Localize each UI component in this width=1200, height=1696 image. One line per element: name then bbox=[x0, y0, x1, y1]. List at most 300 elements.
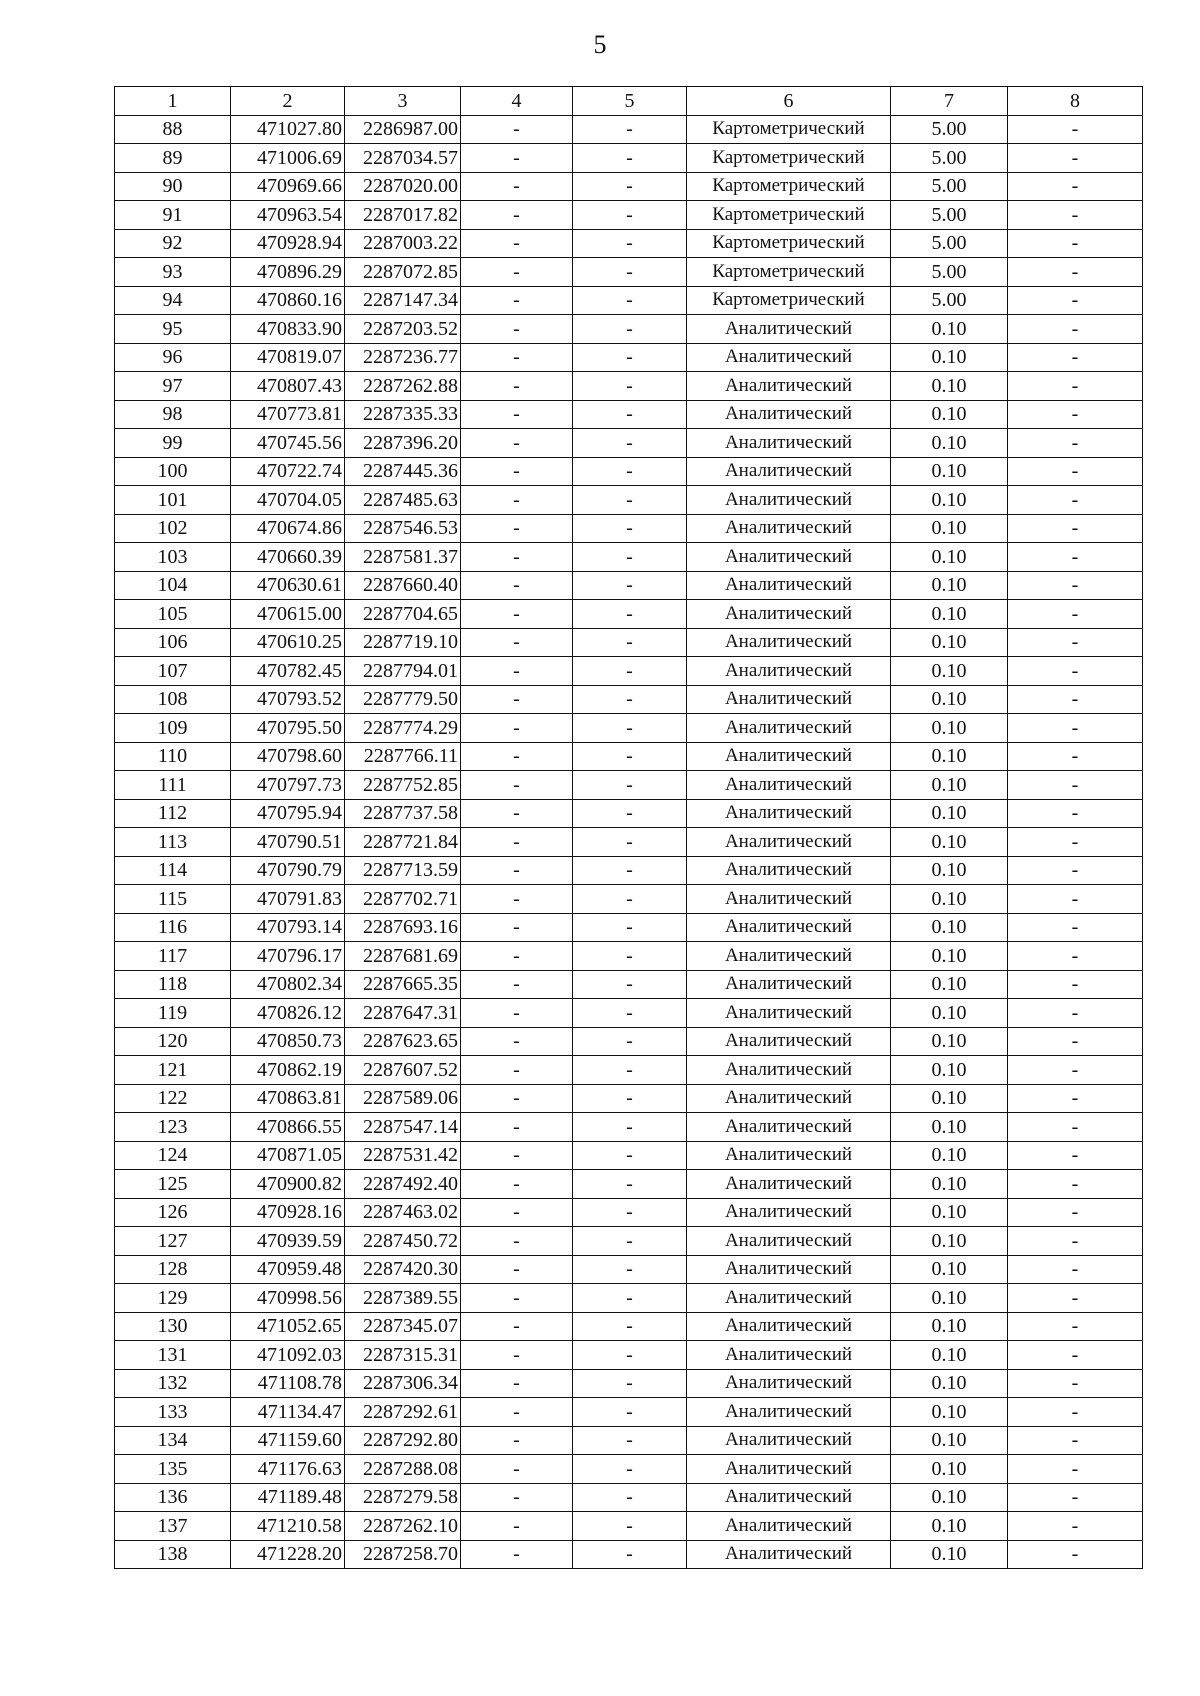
cell-y-coordinate: 2287681.69 bbox=[345, 942, 461, 971]
cell-method: Аналитический bbox=[687, 1341, 891, 1370]
table-row bbox=[115, 115, 1143, 144]
cell-col-8-value: - bbox=[1008, 1540, 1143, 1569]
cell-method: Аналитический bbox=[687, 1312, 891, 1341]
cell-method: Аналитический bbox=[687, 799, 891, 828]
cell-point-number: 94 bbox=[115, 286, 231, 315]
cell-col-8-value: - bbox=[1008, 1284, 1143, 1313]
cell-col-4-value: - bbox=[461, 1027, 573, 1056]
cell-col-8-value: - bbox=[1008, 229, 1143, 258]
table-row bbox=[115, 942, 1143, 971]
cell-point-number: 133 bbox=[115, 1398, 231, 1427]
cell-accuracy: 5.00 bbox=[891, 172, 1008, 201]
cell-x-coordinate: 470615.00 bbox=[231, 600, 345, 629]
cell-col-4-value: - bbox=[461, 229, 573, 258]
cell-col-8-value: - bbox=[1008, 315, 1143, 344]
cell-col-8-value: - bbox=[1008, 457, 1143, 486]
cell-col-5-value: - bbox=[573, 258, 687, 287]
cell-method: Аналитический bbox=[687, 600, 891, 629]
cell-accuracy: 0.10 bbox=[891, 1540, 1008, 1569]
cell-x-coordinate: 470969.66 bbox=[231, 172, 345, 201]
cell-x-coordinate: 471006.69 bbox=[231, 144, 345, 173]
cell-col-4-value: - bbox=[461, 286, 573, 315]
cell-y-coordinate: 2287003.22 bbox=[345, 229, 461, 258]
cell-method: Аналитический bbox=[687, 429, 891, 458]
cell-x-coordinate: 470796.17 bbox=[231, 942, 345, 971]
cell-y-coordinate: 2287034.57 bbox=[345, 144, 461, 173]
cell-point-number: 105 bbox=[115, 600, 231, 629]
cell-method: Аналитический bbox=[687, 571, 891, 600]
cell-col-4-value: - bbox=[461, 628, 573, 657]
cell-x-coordinate: 470610.25 bbox=[231, 628, 345, 657]
cell-col-5-value: - bbox=[573, 1198, 687, 1227]
cell-col-4-value: - bbox=[461, 1483, 573, 1512]
cell-accuracy: 5.00 bbox=[891, 144, 1008, 173]
cell-accuracy: 0.10 bbox=[891, 1113, 1008, 1142]
cell-accuracy: 0.10 bbox=[891, 942, 1008, 971]
cell-col-4-value: - bbox=[461, 343, 573, 372]
cell-y-coordinate: 2287072.85 bbox=[345, 258, 461, 287]
cell-x-coordinate: 470896.29 bbox=[231, 258, 345, 287]
cell-col-8-value: - bbox=[1008, 201, 1143, 230]
cell-col-8-value: - bbox=[1008, 372, 1143, 401]
cell-x-coordinate: 470791.83 bbox=[231, 885, 345, 914]
cell-col-5-value: - bbox=[573, 828, 687, 857]
cell-y-coordinate: 2287492.40 bbox=[345, 1170, 461, 1199]
cell-method: Аналитический bbox=[687, 1483, 891, 1512]
cell-point-number: 132 bbox=[115, 1369, 231, 1398]
cell-x-coordinate: 470802.34 bbox=[231, 970, 345, 999]
cell-method: Аналитический bbox=[687, 1398, 891, 1427]
table-row bbox=[115, 1426, 1143, 1455]
cell-x-coordinate: 470782.45 bbox=[231, 657, 345, 686]
table-row bbox=[115, 771, 1143, 800]
table-row bbox=[115, 258, 1143, 287]
cell-col-5-value: - bbox=[573, 1312, 687, 1341]
cell-col-4-value: - bbox=[461, 1512, 573, 1541]
cell-col-5-value: - bbox=[573, 885, 687, 914]
cell-col-5-value: - bbox=[573, 514, 687, 543]
cell-x-coordinate: 470790.51 bbox=[231, 828, 345, 857]
table-row bbox=[115, 172, 1143, 201]
cell-accuracy: 0.10 bbox=[891, 343, 1008, 372]
cell-point-number: 137 bbox=[115, 1512, 231, 1541]
header-cell-6: 6 bbox=[687, 87, 891, 116]
table-row bbox=[115, 1084, 1143, 1113]
table-row bbox=[115, 229, 1143, 258]
cell-col-5-value: - bbox=[573, 999, 687, 1028]
table-row bbox=[115, 714, 1143, 743]
cell-point-number: 104 bbox=[115, 571, 231, 600]
cell-col-8-value: - bbox=[1008, 999, 1143, 1028]
cell-y-coordinate: 2287779.50 bbox=[345, 685, 461, 714]
cell-method: Аналитический bbox=[687, 1369, 891, 1398]
cell-accuracy: 0.10 bbox=[891, 1312, 1008, 1341]
cell-col-8-value: - bbox=[1008, 714, 1143, 743]
cell-method: Аналитический bbox=[687, 685, 891, 714]
cell-col-4-value: - bbox=[461, 172, 573, 201]
cell-y-coordinate: 2287445.36 bbox=[345, 457, 461, 486]
cell-col-8-value: - bbox=[1008, 828, 1143, 857]
cell-point-number: 107 bbox=[115, 657, 231, 686]
cell-x-coordinate: 470795.50 bbox=[231, 714, 345, 743]
cell-y-coordinate: 2287485.63 bbox=[345, 486, 461, 515]
cell-x-coordinate: 470807.43 bbox=[231, 372, 345, 401]
cell-method: Аналитический bbox=[687, 913, 891, 942]
cell-accuracy: 0.10 bbox=[891, 714, 1008, 743]
cell-method: Аналитический bbox=[687, 1512, 891, 1541]
cell-col-5-value: - bbox=[573, 115, 687, 144]
cell-method: Аналитический bbox=[687, 1255, 891, 1284]
cell-col-8-value: - bbox=[1008, 685, 1143, 714]
cell-col-4-value: - bbox=[461, 144, 573, 173]
cell-accuracy: 0.10 bbox=[891, 1369, 1008, 1398]
table-row bbox=[115, 1312, 1143, 1341]
cell-point-number: 116 bbox=[115, 913, 231, 942]
cell-col-5-value: - bbox=[573, 315, 687, 344]
cell-col-5-value: - bbox=[573, 1084, 687, 1113]
cell-col-8-value: - bbox=[1008, 1255, 1143, 1284]
cell-accuracy: 0.10 bbox=[891, 1198, 1008, 1227]
cell-accuracy: 0.10 bbox=[891, 771, 1008, 800]
cell-col-5-value: - bbox=[573, 571, 687, 600]
cell-col-5-value: - bbox=[573, 543, 687, 572]
cell-col-4-value: - bbox=[461, 1255, 573, 1284]
table-row bbox=[115, 657, 1143, 686]
cell-col-4-value: - bbox=[461, 1084, 573, 1113]
cell-col-5-value: - bbox=[573, 1540, 687, 1569]
cell-col-8-value: - bbox=[1008, 885, 1143, 914]
cell-col-5-value: - bbox=[573, 856, 687, 885]
cell-x-coordinate: 471052.65 bbox=[231, 1312, 345, 1341]
cell-y-coordinate: 2287794.01 bbox=[345, 657, 461, 686]
table-body bbox=[115, 115, 1143, 1569]
cell-col-5-value: - bbox=[573, 372, 687, 401]
cell-col-5-value: - bbox=[573, 714, 687, 743]
cell-x-coordinate: 470722.74 bbox=[231, 457, 345, 486]
table-row bbox=[115, 628, 1143, 657]
cell-y-coordinate: 2287258.70 bbox=[345, 1540, 461, 1569]
table-row bbox=[115, 1056, 1143, 1085]
cell-method: Аналитический bbox=[687, 457, 891, 486]
cell-col-4-value: - bbox=[461, 1398, 573, 1427]
cell-col-8-value: - bbox=[1008, 1141, 1143, 1170]
header-cell-8: 8 bbox=[1008, 87, 1143, 116]
cell-y-coordinate: 2287660.40 bbox=[345, 571, 461, 600]
cell-point-number: 126 bbox=[115, 1198, 231, 1227]
cell-method: Аналитический bbox=[687, 343, 891, 372]
cell-x-coordinate: 471228.20 bbox=[231, 1540, 345, 1569]
cell-method: Аналитический bbox=[687, 970, 891, 999]
cell-y-coordinate: 2287719.10 bbox=[345, 628, 461, 657]
cell-col-8-value: - bbox=[1008, 258, 1143, 287]
cell-point-number: 113 bbox=[115, 828, 231, 857]
cell-point-number: 111 bbox=[115, 771, 231, 800]
cell-method: Аналитический bbox=[687, 1141, 891, 1170]
cell-col-8-value: - bbox=[1008, 172, 1143, 201]
cell-col-8-value: - bbox=[1008, 771, 1143, 800]
cell-col-4-value: - bbox=[461, 1113, 573, 1142]
cell-accuracy: 0.10 bbox=[891, 457, 1008, 486]
cell-y-coordinate: 2287774.29 bbox=[345, 714, 461, 743]
cell-col-4-value: - bbox=[461, 543, 573, 572]
cell-y-coordinate: 2287647.31 bbox=[345, 999, 461, 1028]
cell-col-8-value: - bbox=[1008, 1398, 1143, 1427]
cell-point-number: 91 bbox=[115, 201, 231, 230]
cell-method: Аналитический bbox=[687, 714, 891, 743]
table-row bbox=[115, 999, 1143, 1028]
cell-y-coordinate: 2287315.31 bbox=[345, 1341, 461, 1370]
cell-y-coordinate: 2287017.82 bbox=[345, 201, 461, 230]
cell-accuracy: 0.10 bbox=[891, 1426, 1008, 1455]
cell-y-coordinate: 2287262.88 bbox=[345, 372, 461, 401]
cell-x-coordinate: 470928.94 bbox=[231, 229, 345, 258]
cell-method: Аналитический bbox=[687, 400, 891, 429]
cell-col-8-value: - bbox=[1008, 1312, 1143, 1341]
cell-col-5-value: - bbox=[573, 1227, 687, 1256]
cell-col-4-value: - bbox=[461, 856, 573, 885]
cell-method: Аналитический bbox=[687, 1284, 891, 1313]
cell-accuracy: 0.10 bbox=[891, 1398, 1008, 1427]
cell-point-number: 101 bbox=[115, 486, 231, 515]
cell-method: Картометрический bbox=[687, 286, 891, 315]
cell-col-4-value: - bbox=[461, 1455, 573, 1484]
cell-point-number: 103 bbox=[115, 543, 231, 572]
cell-x-coordinate: 470850.73 bbox=[231, 1027, 345, 1056]
cell-col-8-value: - bbox=[1008, 600, 1143, 629]
cell-accuracy: 0.10 bbox=[891, 571, 1008, 600]
cell-x-coordinate: 471176.63 bbox=[231, 1455, 345, 1484]
cell-accuracy: 0.10 bbox=[891, 429, 1008, 458]
cell-col-4-value: - bbox=[461, 1426, 573, 1455]
table-row bbox=[115, 885, 1143, 914]
cell-point-number: 117 bbox=[115, 942, 231, 971]
cell-x-coordinate: 470798.60 bbox=[231, 742, 345, 771]
cell-point-number: 120 bbox=[115, 1027, 231, 1056]
table-row bbox=[115, 457, 1143, 486]
cell-col-5-value: - bbox=[573, 799, 687, 828]
cell-method: Аналитический bbox=[687, 657, 891, 686]
cell-x-coordinate: 470795.94 bbox=[231, 799, 345, 828]
cell-method: Аналитический bbox=[687, 543, 891, 572]
cell-x-coordinate: 471210.58 bbox=[231, 1512, 345, 1541]
cell-y-coordinate: 2287463.02 bbox=[345, 1198, 461, 1227]
table-row bbox=[115, 201, 1143, 230]
cell-col-4-value: - bbox=[461, 828, 573, 857]
cell-method: Аналитический bbox=[687, 315, 891, 344]
cell-x-coordinate: 471189.48 bbox=[231, 1483, 345, 1512]
cell-col-4-value: - bbox=[461, 1284, 573, 1313]
header-cell-5: 5 bbox=[573, 87, 687, 116]
cell-method: Картометрический bbox=[687, 115, 891, 144]
cell-col-4-value: - bbox=[461, 115, 573, 144]
cell-col-5-value: - bbox=[573, 1483, 687, 1512]
cell-col-8-value: - bbox=[1008, 856, 1143, 885]
cell-col-4-value: - bbox=[461, 258, 573, 287]
page-number: 5 bbox=[593, 30, 607, 59]
cell-accuracy: 0.10 bbox=[891, 400, 1008, 429]
cell-x-coordinate: 470790.79 bbox=[231, 856, 345, 885]
cell-y-coordinate: 2287306.34 bbox=[345, 1369, 461, 1398]
cell-point-number: 124 bbox=[115, 1141, 231, 1170]
cell-y-coordinate: 2287450.72 bbox=[345, 1227, 461, 1256]
cell-col-8-value: - bbox=[1008, 400, 1143, 429]
cell-col-4-value: - bbox=[461, 885, 573, 914]
table-row bbox=[115, 1455, 1143, 1484]
cell-col-8-value: - bbox=[1008, 1455, 1143, 1484]
cell-col-5-value: - bbox=[573, 1141, 687, 1170]
cell-point-number: 100 bbox=[115, 457, 231, 486]
cell-point-number: 138 bbox=[115, 1540, 231, 1569]
cell-col-5-value: - bbox=[573, 1113, 687, 1142]
cell-col-5-value: - bbox=[573, 1369, 687, 1398]
cell-col-8-value: - bbox=[1008, 913, 1143, 942]
cell-col-5-value: - bbox=[573, 913, 687, 942]
cell-point-number: 109 bbox=[115, 714, 231, 743]
cell-point-number: 102 bbox=[115, 514, 231, 543]
cell-col-4-value: - bbox=[461, 970, 573, 999]
cell-y-coordinate: 2287292.61 bbox=[345, 1398, 461, 1427]
cell-col-4-value: - bbox=[461, 1056, 573, 1085]
cell-method: Аналитический bbox=[687, 514, 891, 543]
cell-point-number: 114 bbox=[115, 856, 231, 885]
cell-y-coordinate: 2287547.14 bbox=[345, 1113, 461, 1142]
cell-method: Картометрический bbox=[687, 258, 891, 287]
cell-point-number: 90 bbox=[115, 172, 231, 201]
cell-col-8-value: - bbox=[1008, 657, 1143, 686]
cell-accuracy: 0.10 bbox=[891, 913, 1008, 942]
cell-x-coordinate: 470826.12 bbox=[231, 999, 345, 1028]
cell-accuracy: 0.10 bbox=[891, 1512, 1008, 1541]
cell-accuracy: 0.10 bbox=[891, 742, 1008, 771]
cell-x-coordinate: 470833.90 bbox=[231, 315, 345, 344]
cell-col-4-value: - bbox=[461, 1540, 573, 1569]
cell-col-5-value: - bbox=[573, 429, 687, 458]
cell-col-8-value: - bbox=[1008, 1341, 1143, 1370]
cell-method: Картометрический bbox=[687, 172, 891, 201]
table-row bbox=[115, 856, 1143, 885]
cell-point-number: 121 bbox=[115, 1056, 231, 1085]
cell-col-8-value: - bbox=[1008, 1483, 1143, 1512]
cell-x-coordinate: 471027.80 bbox=[231, 115, 345, 144]
cell-method: Аналитический bbox=[687, 856, 891, 885]
cell-accuracy: 0.10 bbox=[891, 486, 1008, 515]
cell-col-8-value: - bbox=[1008, 486, 1143, 515]
cell-y-coordinate: 2287292.80 bbox=[345, 1426, 461, 1455]
cell-y-coordinate: 2287704.65 bbox=[345, 600, 461, 629]
table-row bbox=[115, 1398, 1143, 1427]
cell-y-coordinate: 2287737.58 bbox=[345, 799, 461, 828]
cell-accuracy: 5.00 bbox=[891, 115, 1008, 144]
cell-point-number: 127 bbox=[115, 1227, 231, 1256]
cell-accuracy: 0.10 bbox=[891, 1170, 1008, 1199]
cell-y-coordinate: 2287702.71 bbox=[345, 885, 461, 914]
cell-point-number: 129 bbox=[115, 1284, 231, 1313]
cell-col-5-value: - bbox=[573, 1426, 687, 1455]
cell-point-number: 122 bbox=[115, 1084, 231, 1113]
table-row bbox=[115, 429, 1143, 458]
table-row bbox=[115, 543, 1143, 572]
cell-point-number: 135 bbox=[115, 1455, 231, 1484]
cell-col-8-value: - bbox=[1008, 286, 1143, 315]
cell-accuracy: 0.10 bbox=[891, 600, 1008, 629]
table-row bbox=[115, 571, 1143, 600]
table-row bbox=[115, 486, 1143, 515]
cell-col-8-value: - bbox=[1008, 1512, 1143, 1541]
cell-accuracy: 0.10 bbox=[891, 1227, 1008, 1256]
cell-col-8-value: - bbox=[1008, 429, 1143, 458]
cell-point-number: 131 bbox=[115, 1341, 231, 1370]
table-row bbox=[115, 1255, 1143, 1284]
cell-y-coordinate: 2287693.16 bbox=[345, 913, 461, 942]
cell-col-8-value: - bbox=[1008, 742, 1143, 771]
table-row bbox=[115, 1227, 1143, 1256]
cell-x-coordinate: 470793.14 bbox=[231, 913, 345, 942]
cell-col-4-value: - bbox=[461, 429, 573, 458]
cell-x-coordinate: 470660.39 bbox=[231, 543, 345, 572]
cell-x-coordinate: 470819.07 bbox=[231, 343, 345, 372]
table-row bbox=[115, 1284, 1143, 1313]
cell-accuracy: 0.10 bbox=[891, 885, 1008, 914]
table-row bbox=[115, 742, 1143, 771]
cell-point-number: 93 bbox=[115, 258, 231, 287]
cell-col-5-value: - bbox=[573, 1056, 687, 1085]
cell-method: Аналитический bbox=[687, 1540, 891, 1569]
cell-col-8-value: - bbox=[1008, 1084, 1143, 1113]
cell-col-4-value: - bbox=[461, 1341, 573, 1370]
cell-x-coordinate: 471108.78 bbox=[231, 1369, 345, 1398]
cell-method: Аналитический bbox=[687, 885, 891, 914]
cell-col-8-value: - bbox=[1008, 144, 1143, 173]
cell-x-coordinate: 470860.16 bbox=[231, 286, 345, 315]
cell-point-number: 96 bbox=[115, 343, 231, 372]
cell-point-number: 98 bbox=[115, 400, 231, 429]
header-cell-7: 7 bbox=[891, 87, 1008, 116]
cell-col-5-value: - bbox=[573, 771, 687, 800]
cell-point-number: 95 bbox=[115, 315, 231, 344]
cell-y-coordinate: 2287531.42 bbox=[345, 1141, 461, 1170]
cell-method: Аналитический bbox=[687, 1113, 891, 1142]
cell-col-5-value: - bbox=[573, 172, 687, 201]
cell-accuracy: 0.10 bbox=[891, 657, 1008, 686]
cell-col-8-value: - bbox=[1008, 1056, 1143, 1085]
cell-y-coordinate: 2287262.10 bbox=[345, 1512, 461, 1541]
table-row bbox=[115, 1141, 1143, 1170]
cell-x-coordinate: 470866.55 bbox=[231, 1113, 345, 1142]
cell-point-number: 99 bbox=[115, 429, 231, 458]
cell-col-5-value: - bbox=[573, 1027, 687, 1056]
table-row bbox=[115, 286, 1143, 315]
table-row bbox=[115, 1341, 1143, 1370]
cell-accuracy: 0.10 bbox=[891, 372, 1008, 401]
cell-col-8-value: - bbox=[1008, 343, 1143, 372]
cell-col-5-value: - bbox=[573, 970, 687, 999]
table-row bbox=[115, 372, 1143, 401]
cell-accuracy: 5.00 bbox=[891, 286, 1008, 315]
cell-x-coordinate: 470704.05 bbox=[231, 486, 345, 515]
cell-col-5-value: - bbox=[573, 1398, 687, 1427]
cell-x-coordinate: 470793.52 bbox=[231, 685, 345, 714]
cell-col-5-value: - bbox=[573, 1170, 687, 1199]
cell-method: Аналитический bbox=[687, 1027, 891, 1056]
cell-accuracy: 0.10 bbox=[891, 1341, 1008, 1370]
table-row bbox=[115, 600, 1143, 629]
cell-y-coordinate: 2287335.33 bbox=[345, 400, 461, 429]
cell-y-coordinate: 2287389.55 bbox=[345, 1284, 461, 1313]
cell-col-4-value: - bbox=[461, 685, 573, 714]
cell-x-coordinate: 470900.82 bbox=[231, 1170, 345, 1199]
cell-x-coordinate: 470871.05 bbox=[231, 1141, 345, 1170]
cell-x-coordinate: 470773.81 bbox=[231, 400, 345, 429]
